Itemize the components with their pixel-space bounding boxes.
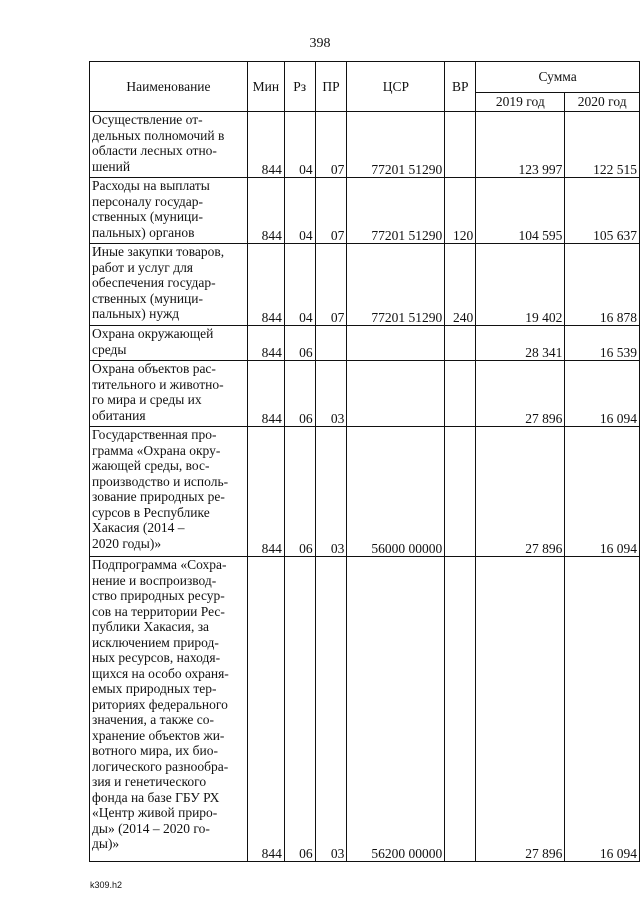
- table-row: [90, 427, 640, 557]
- col-header-sum: Сумма: [476, 62, 640, 93]
- row-sum-2019: 28 341: [476, 326, 565, 361]
- row-csr: [347, 326, 445, 361]
- row-sum-2020: 16 878: [565, 244, 640, 326]
- row-min: 844: [247, 112, 284, 178]
- col-header-rz: Рз: [284, 62, 315, 112]
- row-sum-2019: 19 402: [476, 244, 565, 326]
- row-sum-2020: 16 094: [565, 557, 640, 862]
- row-name: Осуществление от- дельных полномочий в области лесных отно- шений: [90, 112, 248, 178]
- page-number: 398: [309, 36, 331, 51]
- row-vr: [445, 557, 476, 862]
- row-vr: [445, 427, 476, 557]
- row-rz: 06: [284, 557, 315, 862]
- table-row: [90, 326, 640, 361]
- row-min: 844: [247, 178, 284, 244]
- row-vr: [445, 112, 476, 178]
- row-name: Расходы на выплаты персоналу государ- ственных (муници- пальных) органов: [90, 178, 248, 244]
- row-sum-2020: 16 094: [565, 427, 640, 557]
- table-row: [90, 178, 640, 244]
- row-csr: 56000 00000: [347, 427, 445, 557]
- row-rz: 04: [284, 244, 315, 326]
- row-sum-2019: 104 595: [476, 178, 565, 244]
- row-csr: 77201 51290: [347, 244, 445, 326]
- row-pr: 07: [315, 112, 347, 178]
- row-min: 844: [247, 244, 284, 326]
- col-header-2020: 2020 год: [565, 93, 640, 112]
- row-vr: 120: [445, 178, 476, 244]
- row-sum-2019: 27 896: [476, 557, 565, 862]
- row-sum-2019: 27 896: [476, 361, 565, 427]
- row-name: Государственная про- грамма «Охрана окру- жающей среды, вос- производство и исполь- зование природных ре- сурсов в Республике Хакасия (2014 – 2020 годы)»: [90, 427, 248, 557]
- row-min: 844: [247, 361, 284, 427]
- row-rz: 04: [284, 178, 315, 244]
- row-sum-2020: 16 539: [565, 326, 640, 361]
- row-name: Иные закупки товаров, работ и услуг для обеспечения государ- ственных (муници- пальных) нужд: [90, 244, 248, 326]
- row-name: Охрана окружающей среды: [90, 326, 248, 361]
- row-csr: 56200 00000: [347, 557, 445, 862]
- row-min: 844: [247, 557, 284, 862]
- row-sum-2019: 123 997: [476, 112, 565, 178]
- row-rz: 06: [284, 361, 315, 427]
- table-row: [90, 112, 640, 178]
- row-sum-2019: 27 896: [476, 427, 565, 557]
- col-header-pr: ПР: [315, 62, 347, 112]
- row-pr: 03: [315, 557, 347, 862]
- row-sum-2020: 105 637: [565, 178, 640, 244]
- row-pr: 07: [315, 244, 347, 326]
- col-header-min: Мин: [247, 62, 284, 112]
- row-vr: 240: [445, 244, 476, 326]
- row-csr: 77201 51290: [347, 178, 445, 244]
- row-rz: 06: [284, 326, 315, 361]
- row-name: Охрана объектов рас- тительного и животно- го мира и среды их обитания: [90, 361, 248, 427]
- row-pr: [315, 326, 347, 361]
- row-vr: [445, 326, 476, 361]
- row-name: Подпрограмма «Сохра- нение и воспроизвод- ство природных ресур- сов на территории Рес- публики Хакасия, за исключением природ- ных ресурсов, находя- щихся на особо охраня- емых природных тер- риториях федерального значения, а также со- хранение объектов жи- вотного мира, их био- логического разнообра- зия и генетического фонда на базе ГБУ РХ «Центр живой приро- ды» (2014 – 2020 го- ды)»: [90, 557, 248, 862]
- table-row: [90, 361, 640, 427]
- col-header-name: Наименование: [90, 62, 248, 112]
- row-min: 844: [247, 427, 284, 557]
- row-pr: 07: [315, 178, 347, 244]
- row-sum-2020: 122 515: [565, 112, 640, 178]
- row-csr: [347, 361, 445, 427]
- row-rz: 06: [284, 427, 315, 557]
- budget-table: [89, 61, 640, 862]
- row-sum-2020: 16 094: [565, 361, 640, 427]
- row-csr: 77201 51290: [347, 112, 445, 178]
- footer-code: k309.h2: [90, 880, 123, 890]
- col-header-2019: 2019 год: [476, 93, 565, 112]
- table-row: [90, 557, 640, 862]
- col-header-vr: ВР: [445, 62, 476, 112]
- row-pr: 03: [315, 427, 347, 557]
- col-header-csr: ЦСР: [347, 62, 445, 112]
- table-row: [90, 244, 640, 326]
- row-pr: 03: [315, 361, 347, 427]
- row-rz: 04: [284, 112, 315, 178]
- row-min: 844: [247, 326, 284, 361]
- row-vr: [445, 361, 476, 427]
